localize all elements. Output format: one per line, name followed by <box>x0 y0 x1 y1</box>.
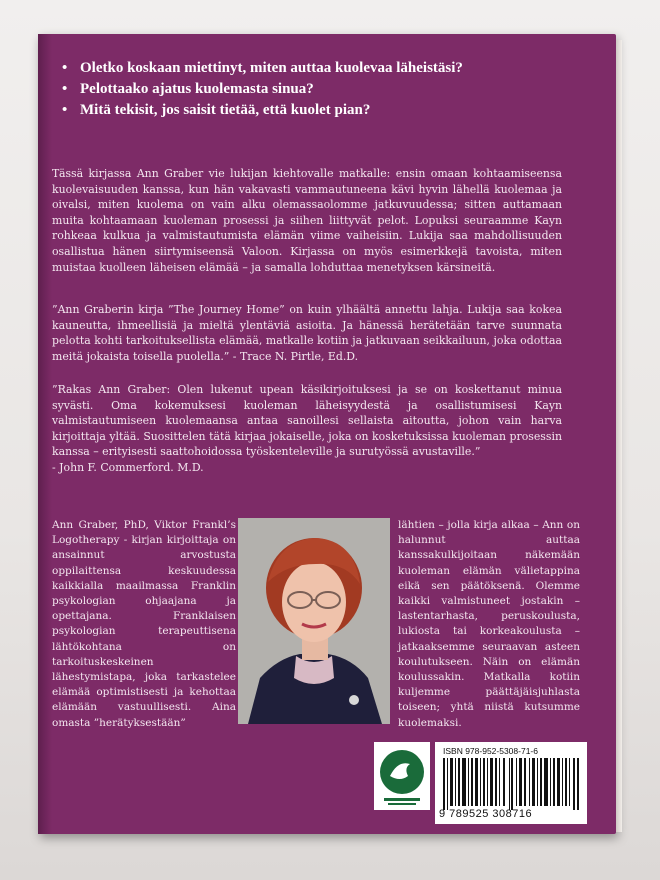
review-quote-2-author: - John F. Commerford. M.D. <box>52 460 204 474</box>
author-photo <box>238 518 390 724</box>
review-quote-2-text: ”Rakas Ann Graber: Olen lukenut upean käsikirjoituksesi ja se on koskettanut minua syvästi. Oma kokemuksesi kuoleman läheisyydestä ja osallistumisesi Kayn valmistautumiseen kuolemaansa antaa sanoillesi sellaista aitoutta, johon vain harva kirjoittaja yltää. Suosittelen tätä kirjaa jokaiselle, joka on kosketuksissa kuoleman prosessin kanssa – erityisesti saattohoidossa työskenteleville ja surutyössä avustaville.” <box>52 383 562 459</box>
barcode-icon <box>443 758 579 810</box>
swan-ecolabel-icon <box>374 742 430 810</box>
review-quote-2 <box>52 382 562 476</box>
question-list <box>62 58 582 121</box>
review-quote-1: ”Ann Graberin kirja ”The Journey Home” on kuin ylhäältä annettu lahja. Lukija saa kokea kauneutta, ihmeellisiä ja mieltä ylentäviä asioita. Ja hänessä herätetään tarve suunnata pelotta kohti tarkoituksellista elämää, matkalle kotiin ja jatkuvaan seikkailuun, joka odottaa meitä jokaista toisella puolella.” - Trace N. Pirtle, Ed.D. <box>52 303 562 363</box>
barcode-digits: 9 789525 308716 <box>439 808 533 820</box>
barcode-label <box>435 742 587 824</box>
description-paragraph: Tässä kirjassa Ann Graber vie lukijan kiehtovalle matkalle: ensin omaan kohtaamiseensa kuolevaisuuden kanssa, kun hän vakavasti vammautuneena kävi hyvin lähellä kuolemaa ja oivalsi, miten kuolema on vain alku olemassaolomme jatkuvuudessa; sitten auttamaan muita kohtaamaan kuoleman prosessi ja siihen liittyvät pelot. Lopuksi seuraamme Kayn rohkeaa kulkua ja valmistautumista elämän viime vaiheisiin. Lukija saa mahdollisuuden osallistua hänen siirtymiseensä Valoon. Kirjassa on myös esimerkkejä tavoista, miten muistaa kuolleen läheisen elämää – ja samalla lohduttaa menetyksen kärsineitä. <box>52 167 562 274</box>
isbn-text: ISBN 978-952-5308-71-6 <box>443 746 538 756</box>
author-bio-right: lähtien – jolla kirja alkaa – Ann on halunnut auttaa kanssakulkijoitaan näkemään kuoleman elämän välietappina eikä sen päätöksenä. Olemme kaikki valmistuneet jostakin – lastentarhasta, peruskoulusta, lukiosta tai korkeakoulusta – jatkaaksemme seuraavan asteen koulutukseen. Näin on elämän koulussakin. Matkalla kotiin kuljemme päättäjäisjuhlasta toiseen; yhtä niistä kutsumme kuolemaksi. <box>398 519 580 729</box>
question-item: • Pelottaako ajatus kuolemasta sinua? <box>62 79 582 100</box>
author-bio-left: Ann Graber, PhD, Viktor Frankl’s Logotherapy - kirjan kirjoittaja on ansainnut arvostusta oppilaittensa keskuudessa kaikkialla maailmassa Franklin psykologian ohjaajana ja opettajana. Franklaisen psykologian terapeuttisena lähtökohtana on tarkoituskeskeinen lähestymistapa, joka tarkastelee elämää optimistisesti ja kehottaa elämään vastuullisesti. Aina omasta ”herätyksestään” <box>52 519 236 729</box>
question-item: • Mitä tekisit, jos saisit tietää, että kuolet pian? <box>62 100 582 121</box>
portrait-image <box>238 518 390 724</box>
question-item: • Oletko koskaan miettinyt, miten auttaa kuolevaa läheistäsi? <box>62 58 582 79</box>
